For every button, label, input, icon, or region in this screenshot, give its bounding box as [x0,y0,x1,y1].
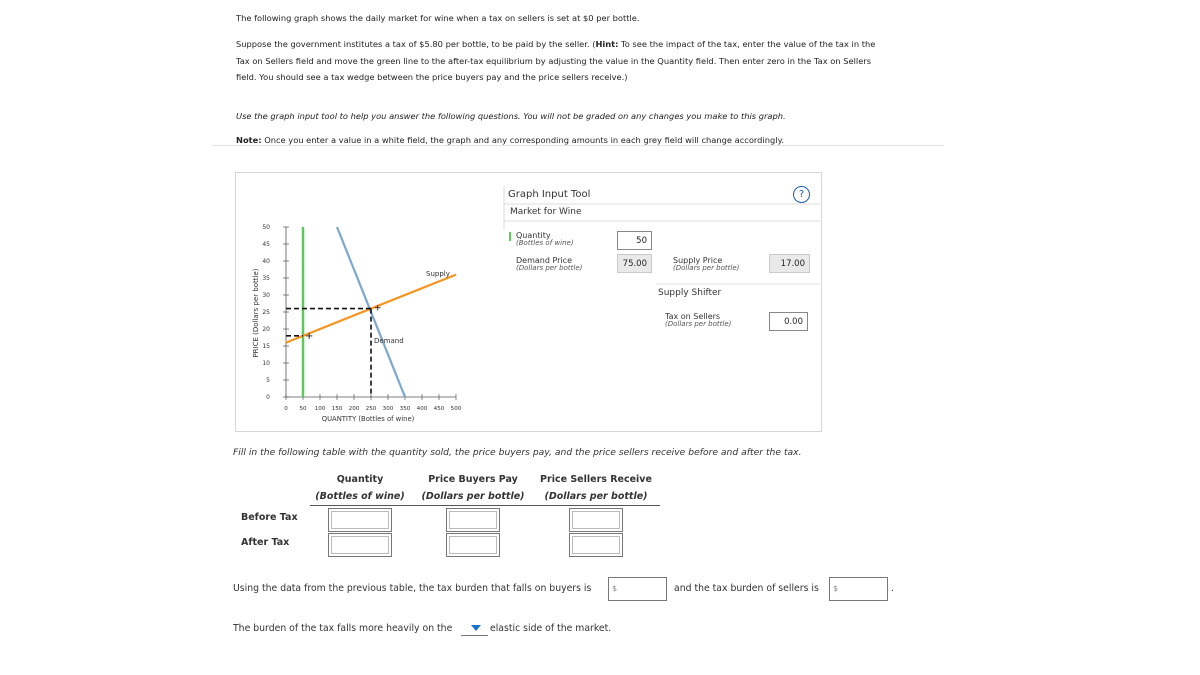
x-tick-label: 50 [299,406,307,412]
y-tick-label: 25 [262,309,270,316]
graph-tool-title: Graph Input Tool [508,189,591,200]
before-sellers-input[interactable] [569,508,623,532]
demand-price-field: 75.00 [617,254,652,273]
y-axis-label: PRICE (Dollars per bottle) [252,268,260,358]
problem-text-part1: Suppose the government institutes a tax of $5.80 per bottle, to be paid by the seller. ( [236,39,596,49]
before-quantity-input[interactable] [328,508,392,532]
sellers-dollar-sign: $ [833,584,839,593]
elastic-question-part2: elastic side of the market. [490,623,612,634]
y-tick-label: 20 [262,326,270,333]
tax-on-sellers-units: (Dollars per bottle) [665,320,732,328]
x-tick-label: 500 [450,406,462,412]
tax-on-sellers-field[interactable]: 0.00 [769,312,808,331]
table-instruction: Fill in the following table with the quantity sold, the price buyers pay, and the price sellers receive before and after the tax. [233,447,802,458]
x-tick-label: 200 [348,406,360,412]
y-tick-label: 5 [266,377,270,384]
tax-on-sellers-label: Tax on Sellers [665,312,721,321]
table-header-rule [310,505,660,506]
col-quantity-units: (Bottles of wine) [315,491,405,502]
x-tick-label: 300 [382,406,394,412]
buyers-dollar-sign: $ [612,584,618,593]
col-sellers-header: Price Sellers Receive [540,474,652,485]
row-after-tax: After Tax [241,537,290,548]
x-tick-label: 100 [314,406,326,412]
help-icon[interactable]: ? [793,186,810,203]
col-quantity-header: Quantity [336,474,384,485]
chevron-down-icon [471,625,481,631]
supply-price-field: 17.00 [769,254,810,273]
supply-label: Supply [426,270,450,278]
col-buyers-header: Price Buyers Pay [428,474,518,485]
hint-label: Hint: [595,39,619,49]
equilibrium-marker: + [374,303,382,314]
note-text: Once you enter a value in a white field, the graph and any corresponding amounts in each grey field will change accordingly. [261,135,784,145]
burden-sellers-question: and the tax burden of sellers is [674,583,819,594]
after-sellers-input[interactable] [569,533,623,557]
intro-text: The following graph shows the daily market for wine when a tax on sellers is set at $0 per bottle. [236,13,640,23]
after-quantity-input[interactable] [328,533,392,557]
graph-usage-note: Use the graph input tool to help you answer the following questions. You will not be graded on any changes you make to this graph. [236,111,786,121]
supply-price-units: (Dollars per bottle) [673,264,740,272]
before-buyers-input[interactable] [446,508,500,532]
sentence-period: . [891,583,894,594]
x-tick-label: 0 [284,406,288,412]
quantity-units: (Bottles of wine) [516,239,574,247]
buyers-burden-input[interactable] [608,577,667,601]
sellers-burden-input[interactable] [829,577,888,601]
y-tick-label: 40 [262,258,270,265]
y-tick-label: 45 [262,241,270,248]
supply-shifter-title: Supply Shifter [658,288,722,298]
quantity-color-swatch [509,232,511,241]
y-tick-label: 35 [262,275,270,282]
quantity-field[interactable]: 50 [617,231,652,250]
supply-point-marker: + [305,330,314,342]
market-title: Market for Wine [510,207,582,217]
elastic-question-part1: The burden of the tax falls more heavily on the [233,623,453,634]
x-tick-label: 400 [416,406,428,412]
x-tick-label: 150 [331,406,343,412]
burden-buyers-question: Using the data from the previous table, the tax burden that falls on buyers is [233,583,592,594]
demand-price-label: Demand Price [516,256,572,265]
col-buyers-units: (Dollars per bottle) [421,491,525,502]
problem-text-part2: To see the impact of the tax, enter the value of the tax in the Tax on Sellers field and move the green line to the after-tax equilibrium by adjusting the value in the Quantity field. Then enter zero in the Tax on Sellers field. You should see a tax wedge between the price buyers pay and the price sellers receive.) [236,39,876,82]
after-buyers-input[interactable] [446,533,500,557]
row-before-tax: Before Tax [241,512,298,523]
supply-price-label: Supply Price [673,256,723,265]
note-label: Note: [236,135,262,145]
elastic-side-dropdown[interactable] [461,622,488,636]
col-sellers-units: (Dollars per bottle) [544,491,648,502]
x-tick-label: 350 [399,406,411,412]
x-tick-label: 250 [365,406,377,412]
y-tick-label: 15 [262,343,270,350]
demand-label: Demand [374,337,404,346]
y-tick-label: 0 [266,394,270,401]
demand-price-units: (Dollars per bottle) [516,264,583,272]
plot-area [286,227,456,397]
y-ticks [262,224,289,401]
y-tick-label: 10 [262,360,270,367]
y-tick-label: 50 [262,224,270,231]
quantity-label: Quantity [516,231,551,240]
y-tick-label: 30 [262,292,270,299]
x-tick-label: 450 [433,406,445,412]
x-axis-label: QUANTITY (Bottles of wine) [321,415,415,423]
